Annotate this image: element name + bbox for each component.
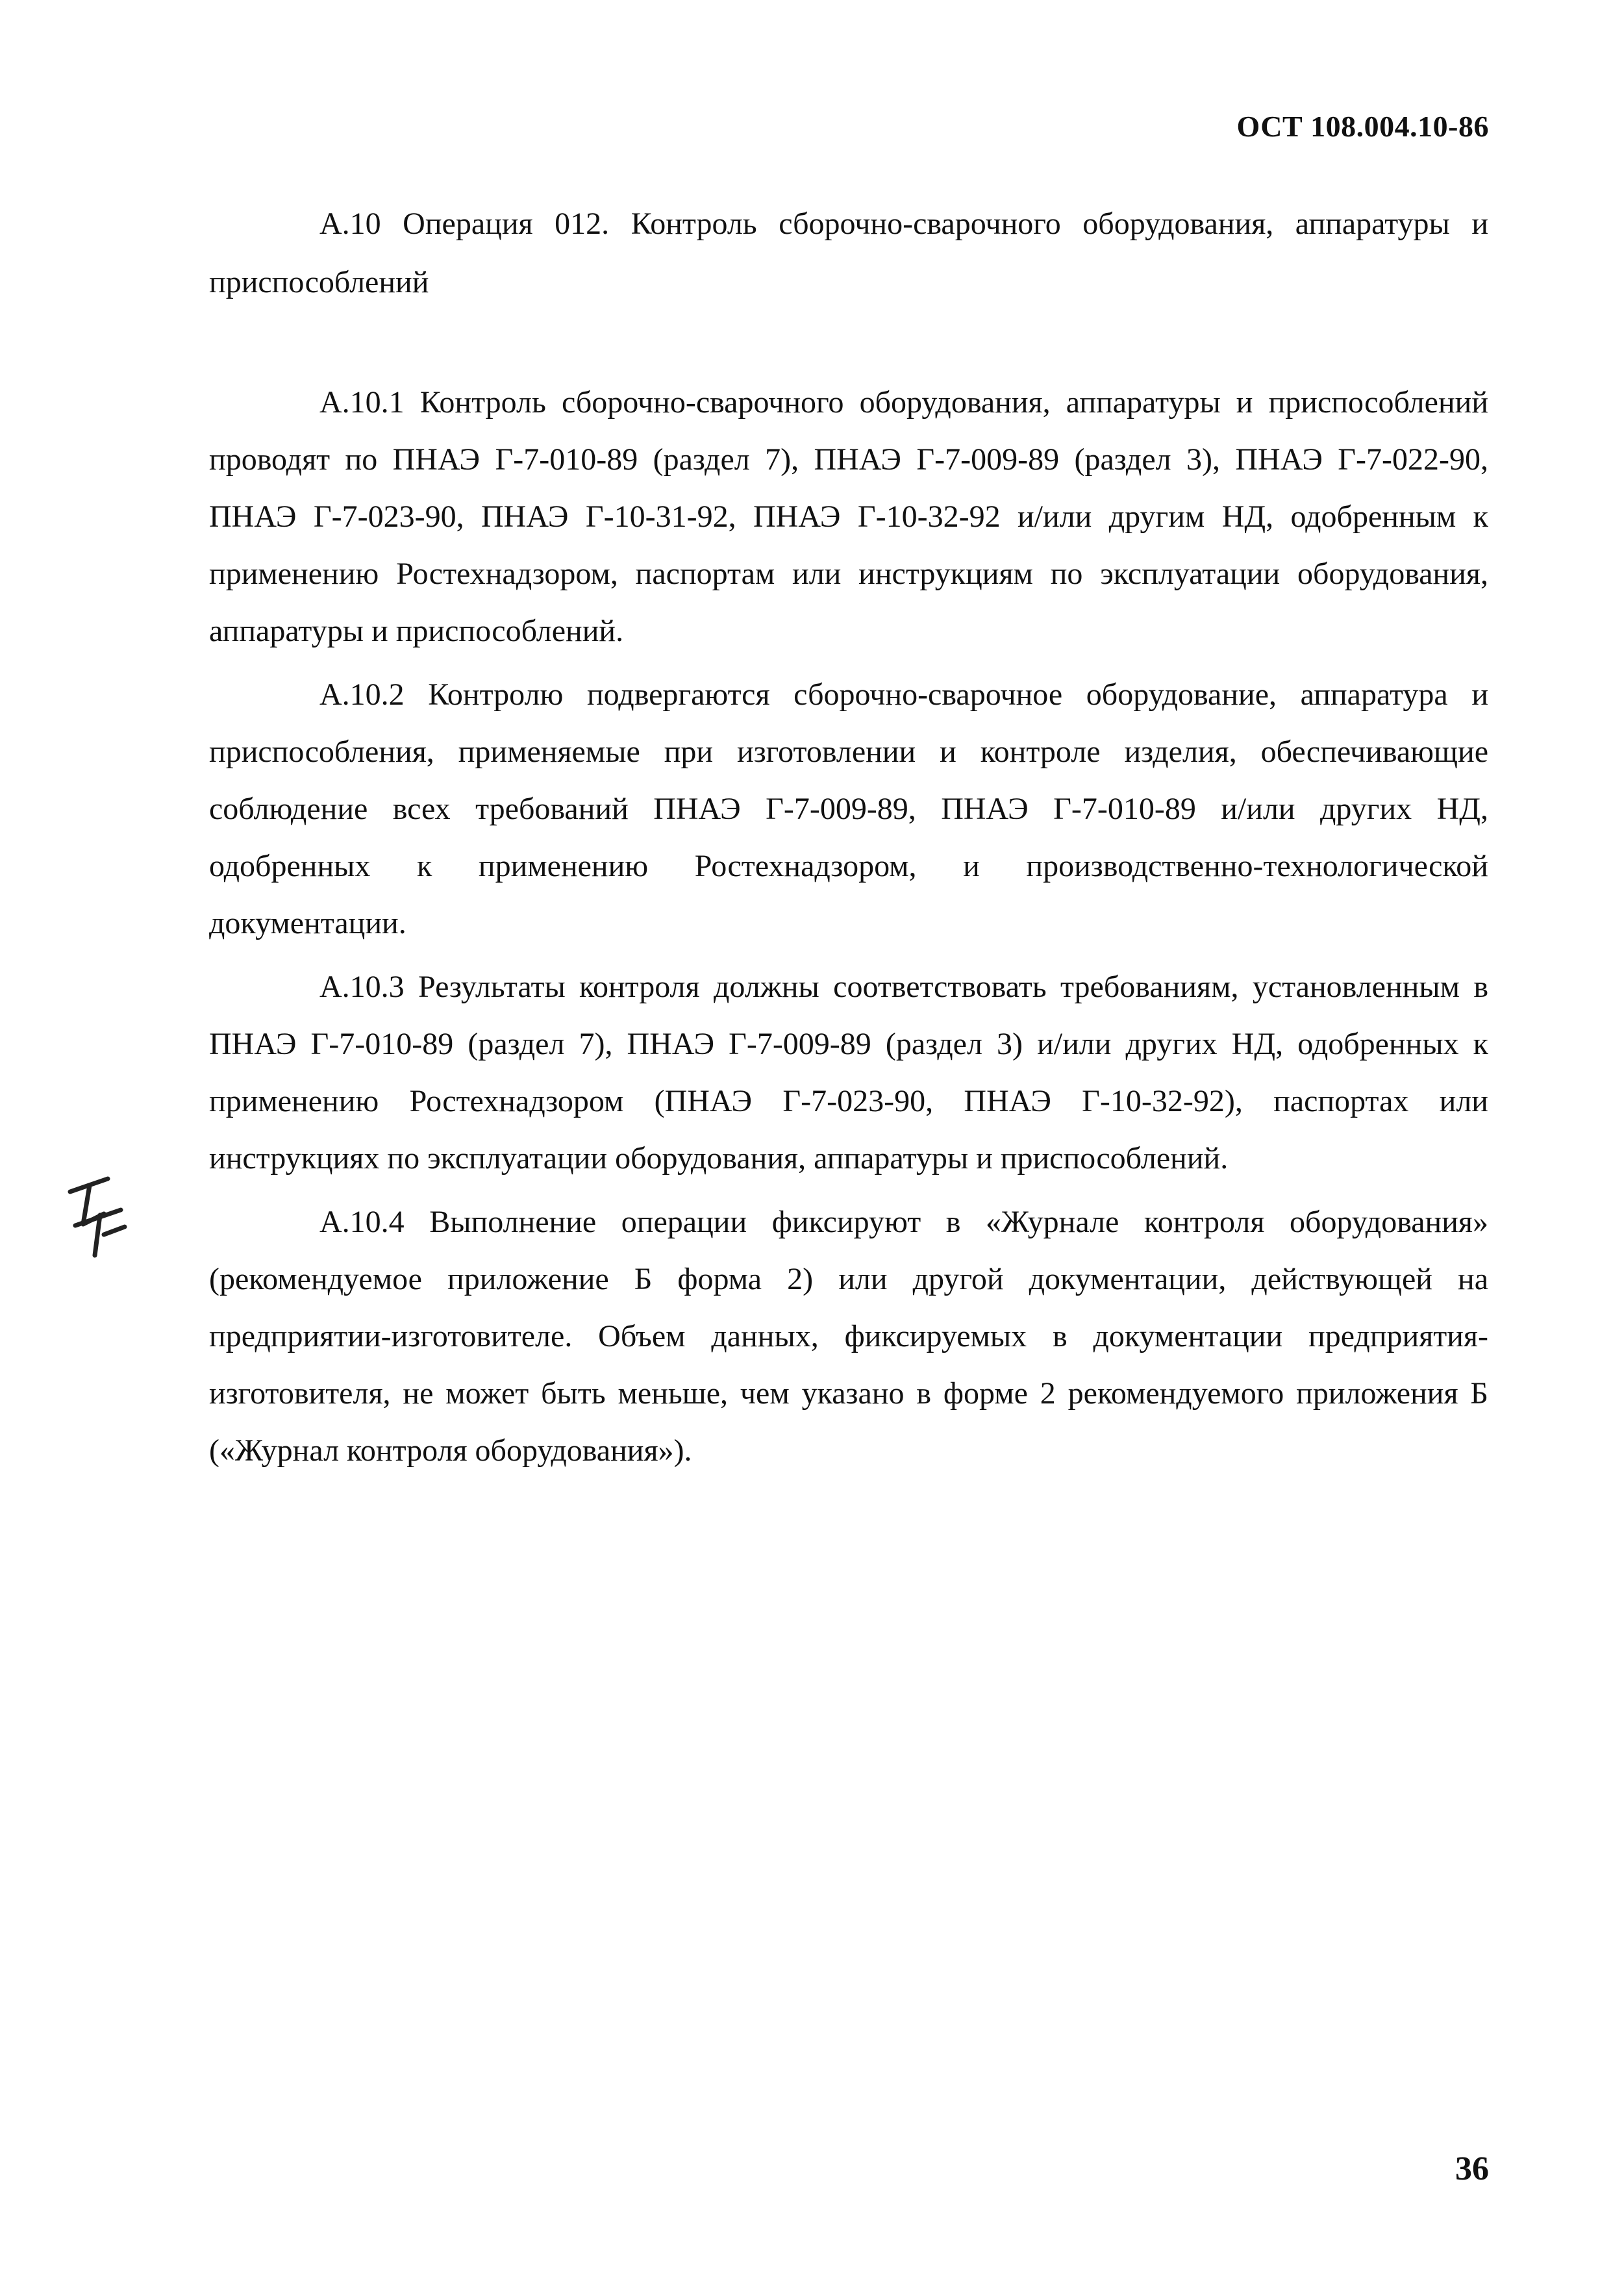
spacer (209, 660, 1488, 666)
paragraph-a-10-2: А.10.2 Контролю подвергаются сборочно-сварочное оборудование, аппаратура и приспособления, применяемые при изготовлении и контроле изделия, обеспечивающие соблюдение всех требований ПНАЭ Г-7-009-89, ПНАЭ Г-7-010-89 и/или других НД, одобренных к применению Ростехнадзором, и производственно-технологической документации. (209, 677, 1488, 940)
paragraph-a-10-1: А.10.1 Контроль сборочно-сварочного оборудования, аппаратуры и приспособлений проводят по ПНАЭ Г-7-010-89 (раздел 7), ПНАЭ Г-7-009-89 (раздел 3), ПНАЭ Г-7-022-90, ПНАЭ Г-7-023-90, ПНАЭ Г-10-31-92, ПНАЭ Г-10-32-92 и/или другим НД, одобренным к применению Ростехнадзором, паспортам или инструкциям по эксплуатации оборудования, аппаратуры и приспособлений. (209, 385, 1488, 648)
document-code: ОСТ 108.004.10-86 (1236, 110, 1489, 143)
spacer (209, 952, 1488, 959)
spacer (209, 1187, 1488, 1194)
page-number: 36 (1455, 2150, 1489, 2187)
paragraph-a-10-4: А.10.4 Выполнение операции фиксируют в «Журнале контроля оборудования» (рекомендуемое приложение Б форма 2) или другой документации, действующей на предприятии-изготовителе. Объем данных, фиксируемых в документации предприятия-изготовителя, не может быть меньше, чем указано в форме 2 рекомендуемого приложения Б («Журнал контроля оборудования»). (209, 1205, 1488, 1468)
handwritten-page-mark (57, 1172, 135, 1263)
spacer (209, 312, 1488, 374)
section-heading: А.10 Операция 012. Контроль сборочно-сварочного оборудования, аппаратуры и приспособлений (209, 207, 1488, 299)
paragraph-a-10-3: А.10.3 Результаты контроля должны соответствовать требованиям, установленным в ПНАЭ Г-7-010-89 (раздел 7), ПНАЭ Г-7-009-89 (раздел 3) и/или других НД, одобренных к применению Ростехнадзором (ПНАЭ Г-7-023-90, ПНАЭ Г-10-32-92), паспортах или инструкциях по эксплуатации оборудования, аппаратуры и приспособлений. (209, 970, 1488, 1175)
page-body (209, 195, 1488, 1479)
